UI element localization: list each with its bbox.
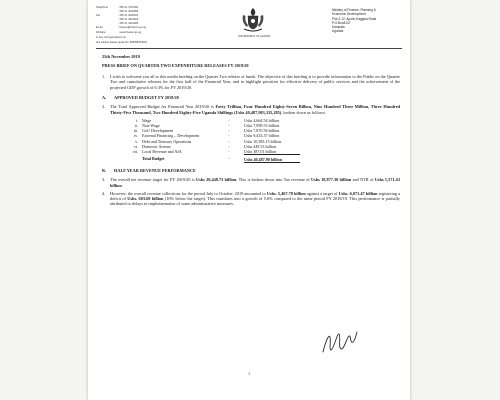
letterhead-contacts bbox=[96, 6, 206, 45]
signature-icon bbox=[320, 328, 360, 356]
table-row: ii. Non-Wage - Ushs 7,099.53 billion bbox=[134, 122, 280, 128]
table-row: v. Debt and Treasury Operations - Ushs 10,583.15 billion bbox=[135, 138, 282, 144]
page-number: 1 bbox=[248, 372, 250, 376]
header-divider bbox=[96, 48, 402, 49]
contact-row: : 256 41 4232095 bbox=[118, 10, 139, 14]
paragraph-2: 2. The Total Approved Budget for Financial Year 2019/20 is Forty Trillion, Four Hundred Eighty-Seven Billion, Nine Hundred Three Million, Three Hundred Thirty-Five Thousand, Two Hundred Eighty-Five Uganda Shillings (Ushs 40,487,903,335,285), broken down as follows: bbox=[102, 104, 401, 115]
document-date: 25th November 2019 bbox=[102, 54, 140, 59]
coat-of-arms bbox=[238, 6, 271, 40]
paragraph-3: 3. The overall net revenue target for FY 2019/20 is Ushs 20,448.73 billion. This is broken down into Tax revenue of Ushs 18,877.30 billion and NTR of Ushs 1,571.43 billion. bbox=[102, 177, 400, 188]
contact-row: Telephone : 256 41 4707000 bbox=[96, 6, 139, 9]
table-row: i. Wage - Ushs 4,664.54 billion bbox=[135, 117, 280, 123]
table-total-row: Total Budget - Ushs 40,487.90 billion bbox=[124, 155, 300, 163]
reference-number: this subject please quote No. BPD86/156/01 bbox=[96, 40, 147, 44]
address-line: P.O.Box8147 bbox=[332, 20, 351, 25]
paragraph-4: 4. However, the overall revenue collections for the period July to October, 2019 amounted to Ushs. 5,467.78 billion against a target of Ushs. 6,071.47 billion registering a deficit of Ushs. 603.69 billion (10% below the target). This translates into a growth of 5.6% compared to the same period FY 2018/19. This performance is partially attributed to delays in implementation of some administrative measures. bbox=[102, 190, 401, 207]
paragraph-1: 1. I wish to welcome you all to this media briefing on the Quarter Two release of funds. The objective of this briefing is to provide information to the Public on the Quarter Two and cumulative releases for the first half of the Financial Year, and to highlight priorities for effective delivery of public services and the achievement of the projected GDP growth of 6.3% for FY 2019/20. bbox=[102, 73, 400, 90]
document-page bbox=[88, 0, 410, 400]
address-line: Economic Development bbox=[332, 12, 366, 17]
contact-row: Website : www.finance.go.ug bbox=[96, 30, 142, 34]
document-title: PRESS BRIEF ON QUARTER TWO EXPENDITURE RELEASES FY 2019/20 bbox=[102, 63, 249, 69]
coat-caption: THE REPUBLIC OF UGANDA bbox=[238, 35, 271, 38]
address-line: Ministry of Finance, Planning & bbox=[332, 8, 376, 12]
contact-row: : 256 41 4343023 bbox=[118, 18, 139, 22]
section-b-heading: B. HALF YEAR REVENUE PERFORMANCE bbox=[102, 167, 196, 173]
contact-row: : 256 41 4341286 bbox=[118, 22, 139, 26]
reference-note: In any correspondence on bbox=[96, 35, 126, 39]
budget-table bbox=[124, 118, 300, 163]
ministry-address bbox=[332, 8, 402, 34]
contact-row: Email : finance@finance.go.ug bbox=[96, 26, 147, 30]
table-row: vi. Domestic Arrears - Ushs 449.53 billion bbox=[133, 143, 277, 149]
document-body bbox=[102, 54, 400, 209]
table-row: iii. GoU Development - Ushs 7,870.56 billion bbox=[133, 128, 280, 134]
contact-row: Fax : 256 41 4230163 bbox=[96, 14, 139, 18]
section-a-heading: A. APPROVED BUDGET FY 2019/20 bbox=[102, 95, 179, 101]
table-row: iv. External Financing – Development - Ushs 9,433.37 billion bbox=[134, 133, 280, 139]
address-line: Uganda bbox=[332, 29, 344, 34]
address-line: Kampala bbox=[332, 25, 345, 30]
coat-of-arms-icon bbox=[239, 6, 267, 34]
address-line: Plot 2-12, Apollo Kaggwa Road bbox=[332, 16, 377, 21]
table-row: vii. Local Revenue and AIA - Ushs 387.01 billion bbox=[132, 148, 277, 154]
